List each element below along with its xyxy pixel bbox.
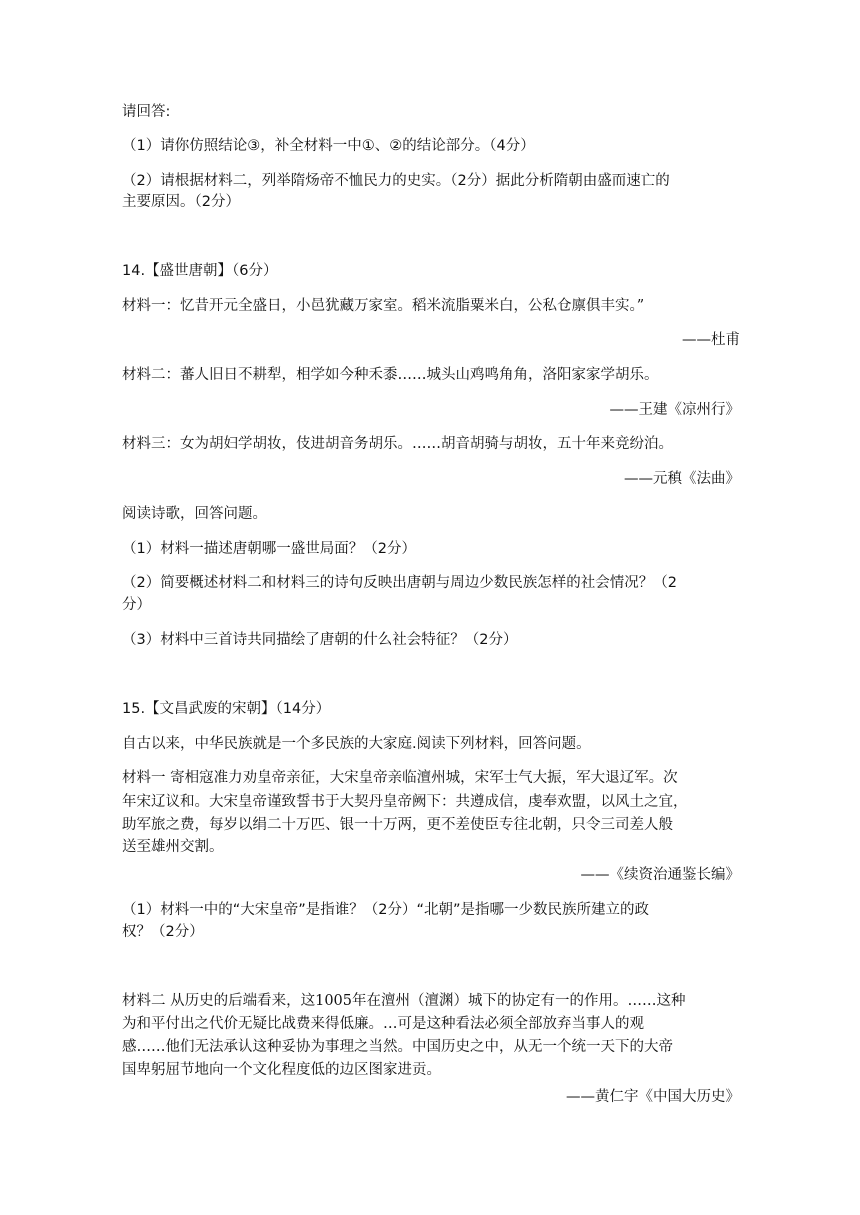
q15-material2-line2: 为和平付出之代价无疑比战费来得低廉。…可是这种看法必须全部放弃当事人的观: [122, 1016, 644, 1032]
q14-material1-source: ——杜甫: [682, 332, 740, 348]
q15-material2-line4: 国卑躬屈节地向一个文化程度低的边区图家进贡。: [122, 1062, 441, 1078]
q15-sub1-line2: 权？（2分）: [122, 924, 204, 940]
q15-title: 15.【文昌武废的宋朝】（14分）: [122, 701, 331, 717]
q14-material1: 材料一：忆昔开元全盛日，小邑犹藏万家室。稻米流脂粟米白，公私仓廪俱丰实。”: [122, 298, 645, 314]
q14-title: 14.【盛世唐朝】（6分）: [122, 263, 278, 279]
q13-sub2-line1: （2）请根据材料二，列举隋炀帝不恤民力的史实。（2分）据此分析隋朝由盛而速亡的: [122, 173, 670, 189]
q13-sub1: （1）请你仿照结论③，补全材料一中①、②的结论部分。（4分）: [122, 138, 535, 154]
q15-material1-line3: 助军旅之费，每岁以绢二十万匹、银一十万两，更不差使臣专往北朝，只令三司差人般: [122, 817, 673, 833]
q14-material3: 材料三：女为胡妇学胡妆，伎进胡音务胡乐。……胡音胡骑与胡妆，五十年来竞纷泊。: [122, 436, 673, 452]
q13-prompt: 请回答:: [122, 104, 171, 120]
q14-sub1: （1）材料一描述唐朝哪一盛世局面？（2分）: [122, 541, 416, 557]
q15-material1-line4: 送至雄州交割。: [122, 839, 224, 855]
q14-material2: 材料二：蕃人旧日不耕犁，相学如今种禾黍……城头山鸡鸣角角，洛阳家家学胡乐。: [122, 367, 659, 383]
q15-material2-source: ——黄仁宇《中国大历史》: [566, 1089, 740, 1105]
q15-sub1-line1: （1）材料一中的“大宋皇帝”是指谁？（2分）“北朝”是指哪一少数民族所建立的政: [122, 902, 649, 918]
q15-intro: 自古以来，中华民族就是一个多民族的大家庭.阅读下列材料，回答问题。: [122, 736, 591, 752]
q13-sub2-line2: 主要原因。（2分）: [122, 194, 240, 210]
q14-sub2-line1: （2）简要概述材料二和材料三的诗句反映出唐朝与周边少数民族怎样的社会情况？（2: [122, 575, 677, 591]
q14-sub3: （3）材料中三首诗共同描绘了唐朝的什么社会特征？（2分）: [122, 632, 518, 648]
q15-material2-line3: 感……他们无法承认这种妥协为事理之当然。中国历史之中，从无一个统一天下的大帝: [122, 1039, 673, 1055]
q14-sub2-line2: 分）: [122, 597, 151, 613]
q14-material2-source: ——王建《凉州行》: [609, 402, 740, 418]
q15-material2-line1: 材料二 从历史的后端看来，这1005年在澶州（澶渊）城下的协定有一的作用。……这种: [122, 993, 686, 1009]
q15-material1-source: ——《续资治通鉴长编》: [580, 867, 740, 883]
q15-material1-line2: 年宋辽议和。大宋皇帝谨致誓书于大契丹皇帝阙下：共遵成信，虔奉欢盟，以风土之宜，: [122, 794, 688, 810]
q14-material3-source: ——元稹《法曲》: [624, 471, 740, 487]
q14-instruction: 阅读诗歌，回答问题。: [122, 506, 267, 522]
q15-material1-line1: 材料一 寄相寇准力劝皇帝亲征，大宋皇帝亲临澶州城，宋军士气大振，军大退辽军。次: [122, 770, 678, 786]
